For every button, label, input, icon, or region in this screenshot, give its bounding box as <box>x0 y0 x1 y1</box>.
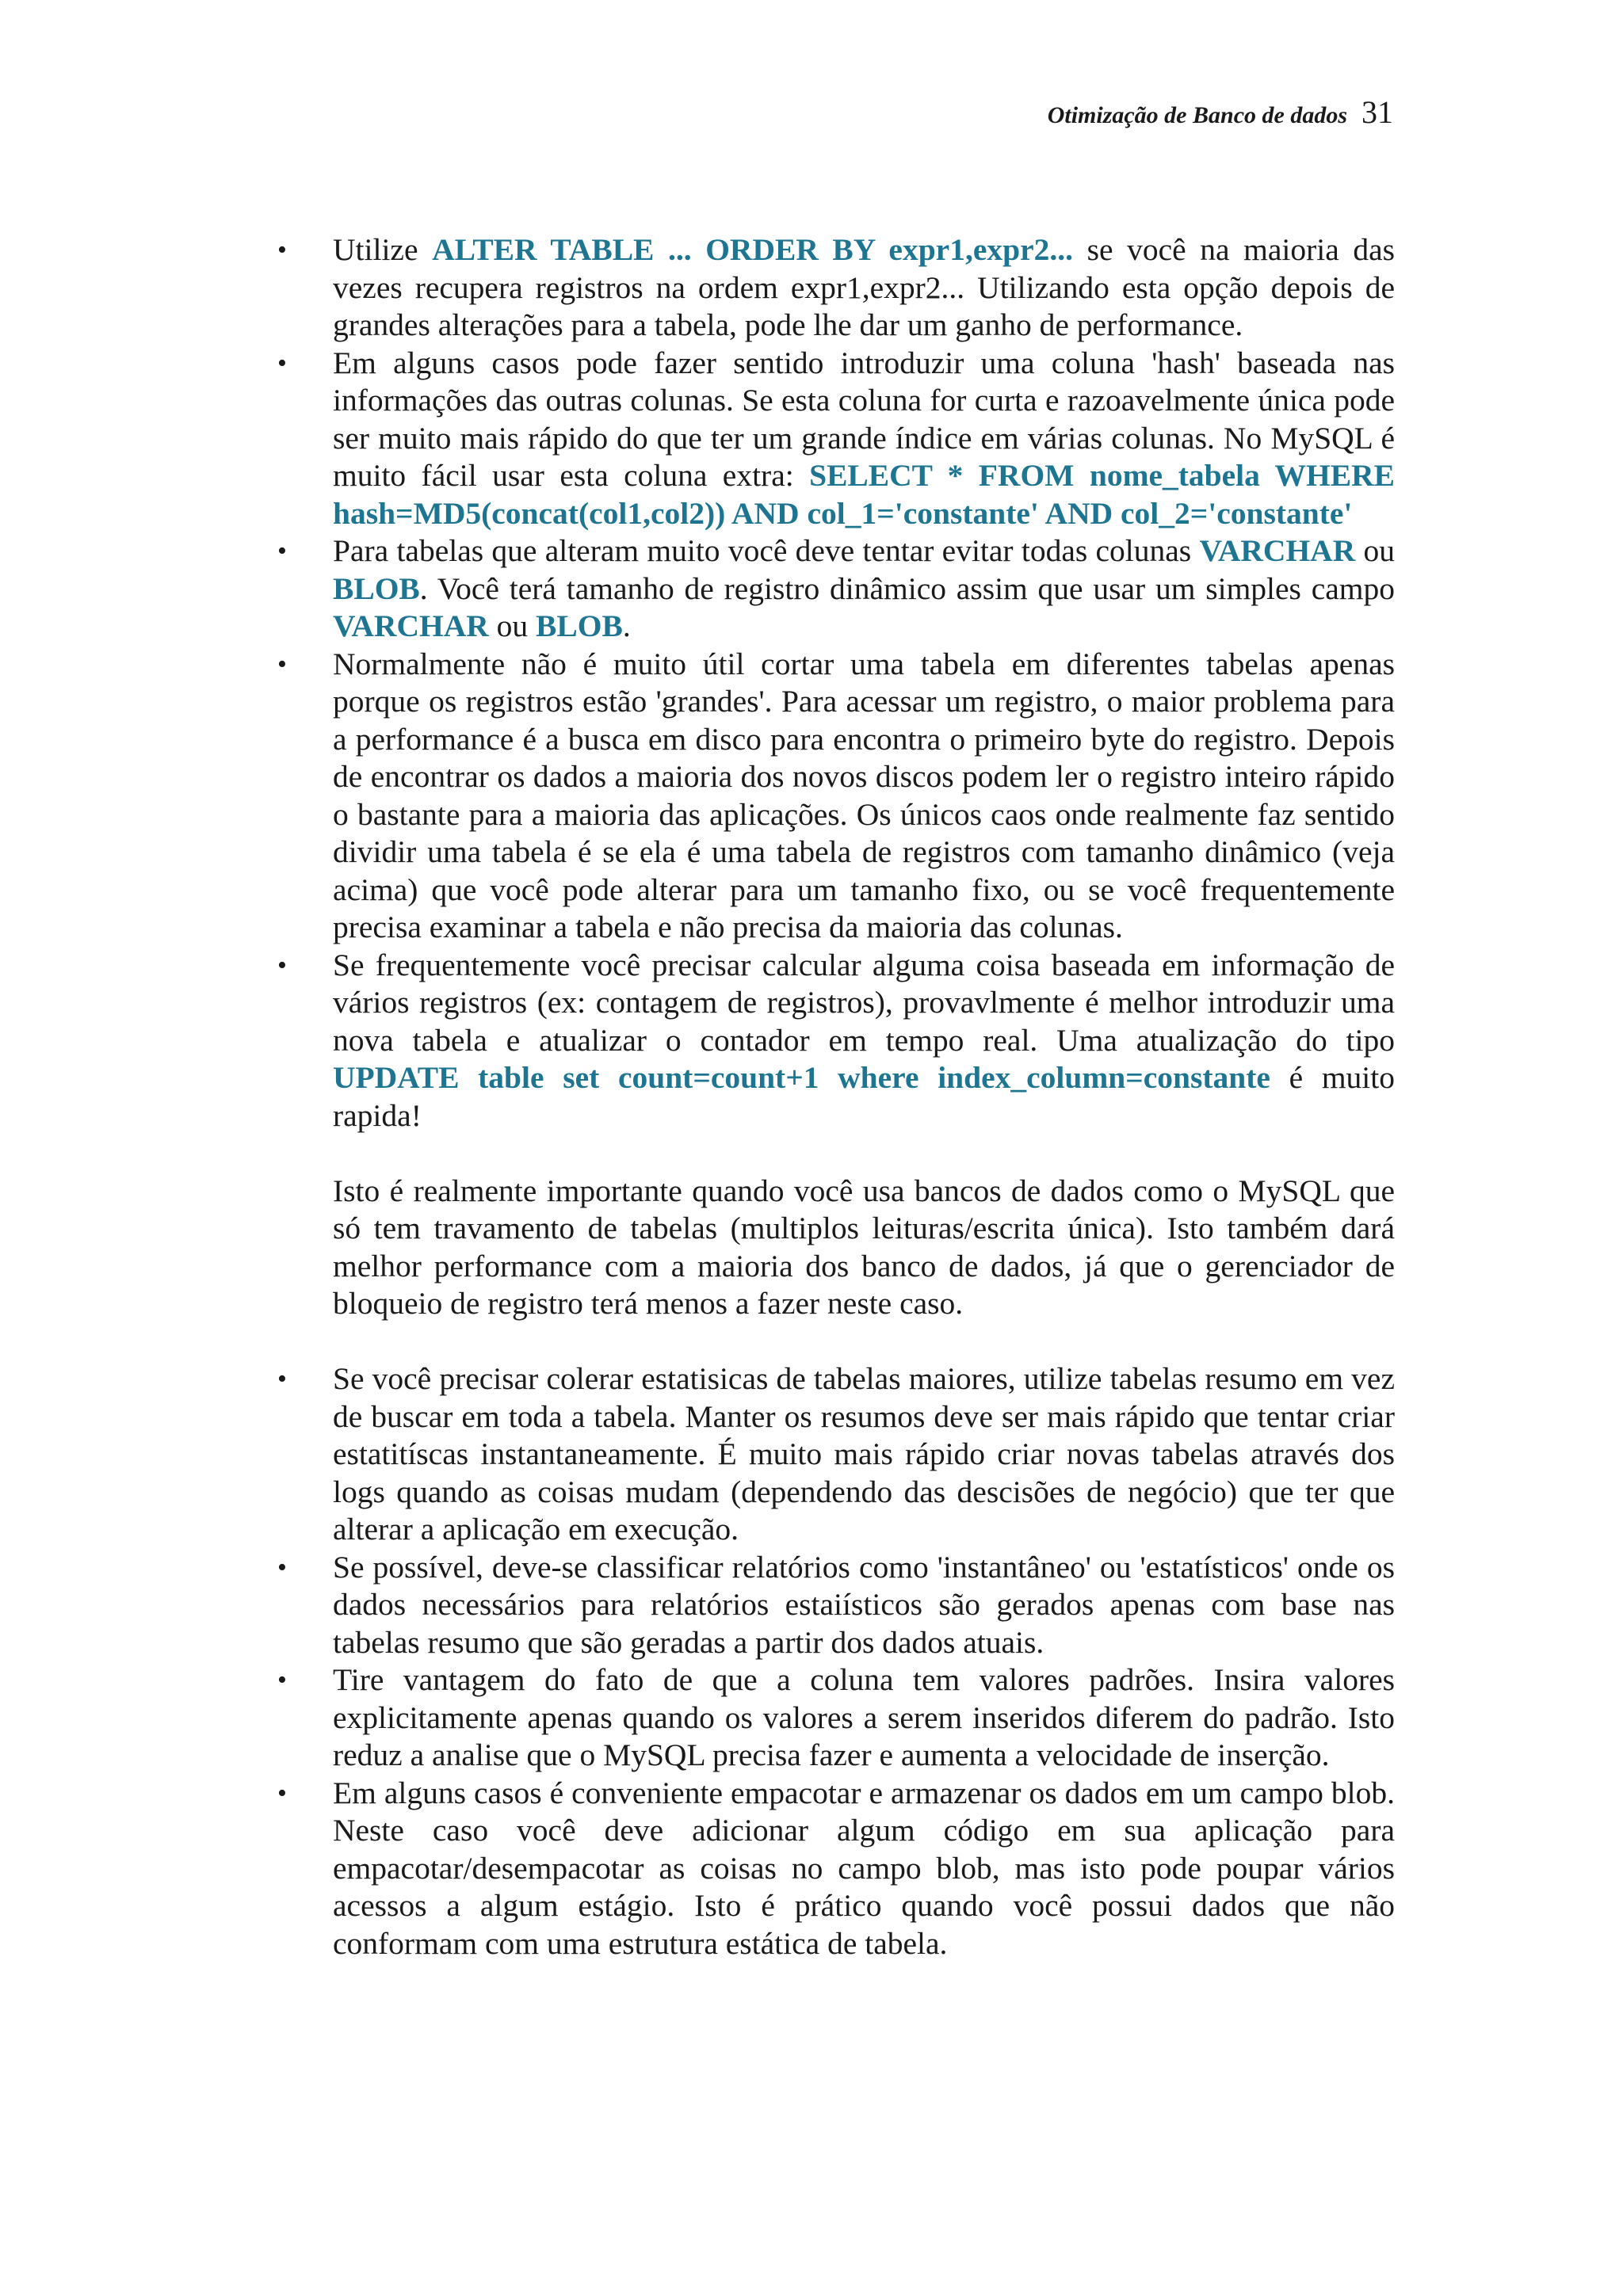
list-item <box>277 947 1395 1135</box>
list-item <box>277 1549 1395 1662</box>
code-keyword: VARCHAR <box>1199 533 1356 568</box>
list-item <box>277 345 1395 533</box>
item-text: Se frequentemente você precisar calcular alguma coisa baseada em informação de vários registros (ex: contagem de registros), provavlmente é melhor introduzir uma nova tabela e atualizar o contador em tempo real. Uma atualização do tipo <box>333 947 1395 1058</box>
list-item <box>277 1360 1395 1549</box>
continuation-paragraph: Isto é realmente importante quando você usa bancos de dados como o MySQL que só tem travamento de tabelas (multiplos leituras/escrita única). Isto também dará melhor performance com a maioria dos banco de dados, já que o gerenciador de bloqueio de registro terá menos a fazer neste caso. <box>333 1173 1395 1321</box>
code-keyword: BLOB <box>536 608 623 643</box>
bullet-icon: • <box>277 1665 287 1695</box>
page-body <box>277 231 1395 1962</box>
code-snippet: ALTER TABLE ... ORDER BY expr1,expr2... <box>432 232 1073 267</box>
item-text: se você na maioria das vezes recupera registros na ordem expr1,expr2... Utilizando esta opção depois de grandes alterações para a tabela, pode lhe dar um ganho de performance. <box>333 232 1395 342</box>
item-text: Normalmente não é muito útil cortar uma tabela em diferentes tabelas apenas porque os registros estão 'grandes'. Para acessar um registro, o maior problema para a performance é a busca em disco para encontra o primeiro byte do registro. Depois de encontrar os dados a maioria dos novos discos podem ler o registro inteiro rápido o bastante para a maioria das aplicações. Os únicos caos onde realmente faz sentido dividir uma tabela é se ela é uma tabela de registros com tamanho dinâmico (veja acima) que você pode alterar para um tamanho fixo, ou se você frequentemente precisa examinar a tabela e não precisa da maioria das colunas. <box>333 646 1395 944</box>
item-text: ou <box>488 608 537 643</box>
item-text: Se você precisar colerar estatisicas de tabelas maiores, utilize tabelas resumo em vez de buscar em toda a tabela. Manter os resumos deve ser mais rápido que tentar criar estatitíscas instantaneamente. É muito mais rápido criar novas tabelas através dos logs quando as coisas mudam (dependendo das descisões de negócio) que ter que alterar a aplicação em execução. <box>333 1361 1395 1547</box>
bullet-icon: • <box>277 1364 287 1394</box>
item-text: . <box>622 608 631 643</box>
bullet-icon: • <box>277 1552 287 1582</box>
list-item <box>277 646 1395 947</box>
bullet-icon: • <box>277 536 287 566</box>
list-item <box>277 532 1395 646</box>
spacer <box>277 1323 1395 1361</box>
page-number: 31 <box>1361 94 1393 130</box>
item-text: Para tabelas que alteram muito você deve tentar evitar todas colunas <box>333 533 1200 568</box>
bullet-icon: • <box>277 235 287 265</box>
code-keyword: VARCHAR <box>333 608 489 643</box>
list-item <box>277 1661 1395 1775</box>
running-header-title: Otimização de Banco de dados <box>1047 102 1347 128</box>
item-text: Se possível, deve-se classificar relatórios como 'instantâneo' ou 'estatísticos' onde os dados necessários para relatórios estaiísticos são gerados apenas com base nas tabelas resumo que são geradas a partir dos dados atuais. <box>333 1549 1395 1660</box>
bullet-icon: • <box>277 1778 287 1808</box>
list-item <box>277 231 1395 345</box>
item-text: é muito rapida! <box>333 1060 1395 1133</box>
item-text: ou <box>1355 533 1396 568</box>
page-header <box>1048 93 1393 131</box>
item-text: Em alguns casos é conveniente empacotar e armazenar os dados em um campo blob. Neste caso você deve adicionar algum código em sua aplicação para empacotar/desempacotar as coisas no campo blob, mas isto pode poupar vários acessos a algum estágio. Isto é prático quando você possui dados que não conformam com uma estrutura estática de tabela. <box>333 1775 1395 1961</box>
bullet-icon: • <box>277 649 287 679</box>
code-snippet: SELECT * FROM nome_tabela WHERE hash=MD5(concat(col1,col2)) AND col_1='constante' AND col_2='constante' <box>333 458 1396 531</box>
item-text: Em alguns casos pode fazer sentido introduzir uma coluna 'hash' baseada nas informações das outras colunas. Se esta coluna for curta e razoavelmente única pode ser muito mais rápido do que ter um grande índice em várias colunas. No MySQL é muito fácil usar esta coluna extra: <box>333 345 1395 493</box>
code-snippet: UPDATE table set count=count+1 where index_column=constante <box>333 1060 1270 1095</box>
spacer <box>277 1135 1395 1173</box>
code-keyword: BLOB <box>333 570 420 606</box>
item-text: Utilize <box>333 232 433 267</box>
bullet-icon: • <box>277 348 287 378</box>
bullet-icon: • <box>277 950 287 980</box>
item-text: Tire vantagem do fato de que a coluna tem valores padrões. Insira valores explicitamente apenas quando os valores a serem inseridos diferem do padrão. Isto reduz a analise que o MySQL precisa fazer e aumenta a velocidade de inserção. <box>333 1662 1395 1772</box>
item-text: . Você terá tamanho de registro dinâmico assim que usar um simples campo <box>419 570 1395 606</box>
list-item <box>277 1775 1395 1963</box>
